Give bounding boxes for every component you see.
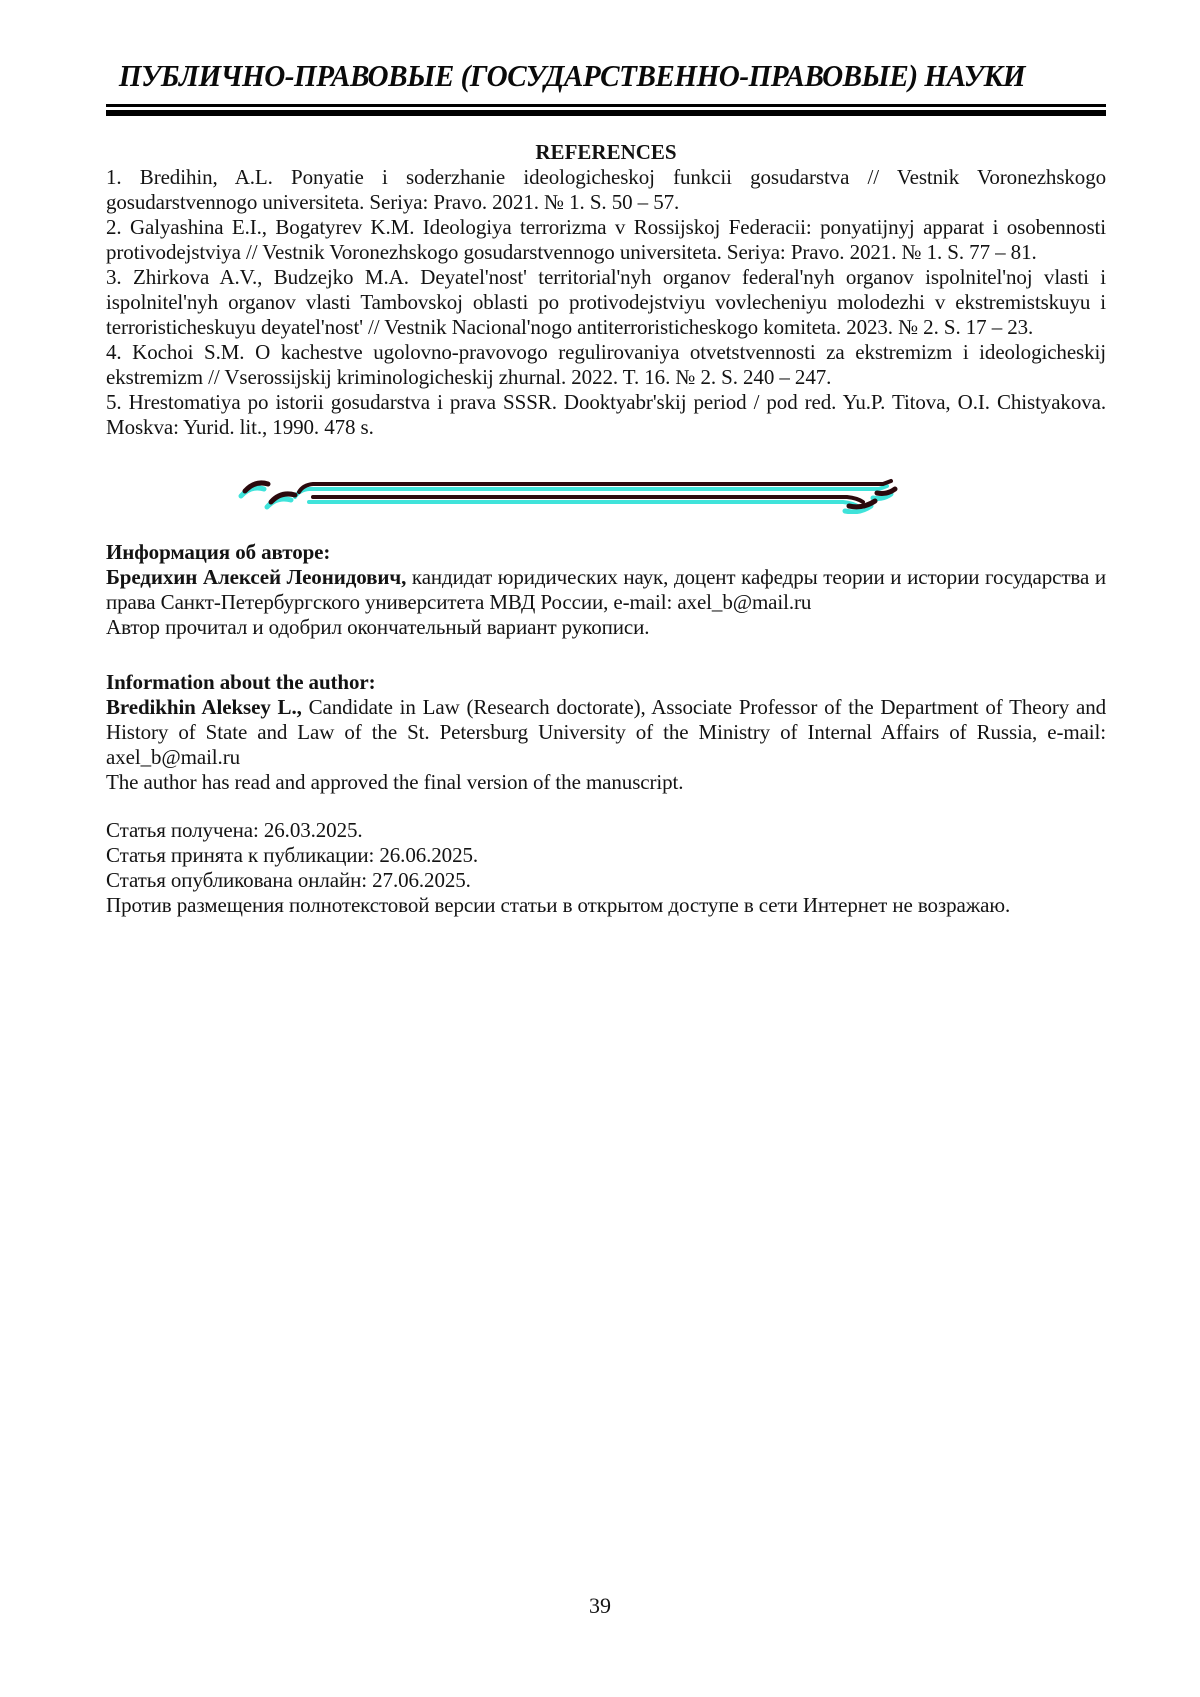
author-details-en: Candidate in Law (Research doctorate), Associate Professor of the Department of Theory and History of State and Law of the St. Petersburg University of the Ministry of Internal Affairs of Russia, e-mail: axel_b@mail.ru [106,695,1106,769]
reference-item-2: 2. Galyashina E.I., Bogatyrev K.M. Ideologiya terrorizma v Rossijskoj Federacii: ponyatijnyj apparat i osobennosti protivodejstviya // Vestnik Voronezhskogo gosudarstvennogo universiteta. Seriya: Pravo. 2021. № 1. S. 77 – 81. [106,215,1106,264]
divider-ornament-graphic [235,478,903,514]
author-name-en: Bredikhin Aleksey L., [106,695,302,719]
page-header [0,56,1200,116]
open-access-consent-note: Против размещения полнотекстовой версии статьи в открытом доступе в сети Интернет не возражаю. [106,893,1011,917]
author-bio-ru [106,565,1106,615]
ornamental-divider [235,478,903,514]
date-accepted: Статья принята к публикации: 26.06.2025. [106,843,479,867]
author-info-en [106,670,1106,795]
reference-item-1: 1. Bredihin, A.L. Ponyatie i soderzhanie ideologicheskoj funkcii gosudarstva // Vestnik Voronezhskogo gosudarstvennogo universiteta. Seriya: Pravo. 2021. № 1. S. 50 – 57. [106,165,1106,214]
references-heading: REFERENCES [535,140,677,164]
header-rule-thick [106,110,1106,116]
author-info-ru-heading: Информация об авторе: [106,540,331,564]
references-list [106,165,1106,440]
author-note-ru: Автор прочитал и одобрил окончательный вариант рукописи. [106,615,650,639]
reference-item-3: 3. Zhirkova A.V., Budzejko M.A. Deyatel'nost' territorial'nyh organov federal'nyh organov ispolnitel'noj vlasti i ispolnitel'nyh organov vlasti Tambovskoj oblasti po protivodejstviyu vovlecheniyu molodezhi v ekstremistskuyu i terroristicheskuyu deyatel'nost' // Vestnik Nacional'nogo antiterroristicheskogo komiteta. 2023. № 2. S. 17 – 23. [106,265,1106,339]
author-bio-en [106,695,1106,770]
page-number: 39 [589,1593,611,1618]
date-published-online: Статья опубликована онлайн: 27.06.2025. [106,868,471,892]
author-info-en-heading: Information about the author: [106,670,376,694]
date-received: Статья получена: 26.03.2025. [106,818,363,842]
header-double-rule [0,104,1200,116]
running-header-title: ПУБЛИЧНО-ПРАВОВЫЕ (ГОСУДАРСТВЕННО-ПРАВОВЫЕ) НАУКИ [118,58,1026,93]
author-details-ru: кандидат юридических наук, доцент кафедры теории и истории государства и права Санкт-Петербургского университета МВД России, e-mail: axel_b@mail.ru [106,565,1106,614]
article-dates [106,818,1106,918]
author-info-ru [106,540,1106,640]
reference-item-5: 5. Hrestomatiya po istorii gosudarstva i prava SSSR. Dooktyabr'skij period / pod red. Yu.P. Titova, O.I. Chistyakova. Moskva: Yurid. lit., 1990. 478 s. [106,390,1106,439]
reference-item-4: 4. Kochoi S.M. O kachestve ugolovno-pravovogo regulirovaniya otvetstvennosti za ekstremizm i ideologicheskij ekstremizm // Vserossijskij kriminologicheskij zhurnal. 2022. T. 16. № 2. S. 240 – 247. [106,340,1106,389]
author-note-en: The author has read and approved the final version of the manuscript. [106,770,684,794]
author-name-ru: Бредихин Алексей Леонидович, [106,565,407,589]
page-body [0,140,1200,918]
